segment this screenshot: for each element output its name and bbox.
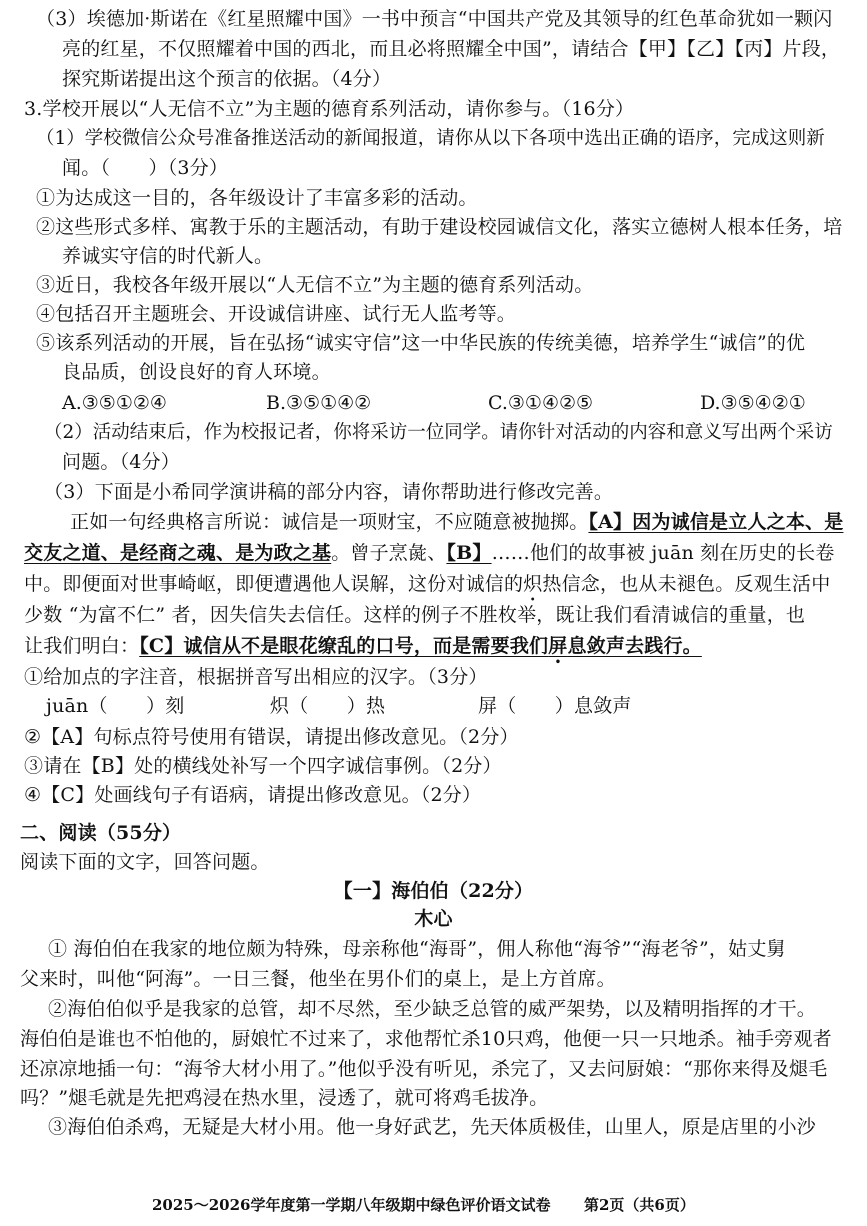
sub-question-2: ②【A】句标点符号使用有错误，请提出修改意见。（2分） — [24, 726, 519, 748]
paragraph-2-line-2: 海伯伯是谁也不怕他的，厨娘忙不过来了，求他帮忙杀10只鸡，他便一只一只地杀。袖手旁观者 — [20, 1028, 832, 1050]
sentence-4: ④包括召开主题班会、开设诚信讲座、试行无人监考等。 — [36, 303, 517, 325]
option-d: D.③⑤④②① — [700, 392, 806, 414]
sentence-5-line-1: ⑤该系列活动的开展，旨在弘扬“诚实守信”这一中华民族的传统美德，培养学生“诚信”的优 — [36, 332, 806, 354]
dotted-char-bing: 屏 — [548, 635, 568, 657]
speech-text: 让我们明白： — [24, 635, 140, 657]
speech-line-4: 少数 “为富不仁” 者，因失信失去信任。这样的例子不胜枚举，既让我们看清诚信的重量，也 — [24, 604, 806, 626]
sentence-3: ③近日，我校各年级开展以“人无信不立”为主题的德育系列活动。 — [36, 274, 594, 296]
sentence-a-underlined-cont: 交友之道、是经商之魂、是为政之基 — [24, 542, 332, 564]
question-3-1-line-2: 闻。（ ）（3分） — [62, 157, 229, 179]
question-3-1-line-1: （1）学校微信公众号准备推送活动的新闻报道，请你从以下各项中选出正确的语序，完成这则新 — [36, 128, 825, 149]
article-title: 【一】海伯伯（22分） — [333, 880, 534, 902]
section-2-title: 二、阅读（55分） — [20, 822, 182, 844]
paragraph-3-line-1: ③海伯伯杀鸡，无疑是大材小用。他一身好武艺，先天体质极佳，山里人，原是店里的小沙 — [48, 1116, 817, 1138]
speech-text: 正如一句经典格言所说：诚信是一项财宝，不应随意被抛掷。 — [70, 511, 589, 533]
paragraph-2-line-4: 吗？”煺毛就是先把鸡浸在热水里，浸透了，就可将鸡毛拔净。 — [20, 1087, 549, 1109]
question-3-2-line-2: 问题。（4分） — [62, 451, 180, 473]
speech-line-2 — [24, 540, 835, 566]
fill-chi: 炽（ ）热 — [270, 695, 386, 717]
article-author: 木心 — [414, 908, 453, 930]
question-3-title: 3.学校开展以“人无信不立”为主题的德育系列活动，请你参与。（16分） — [24, 98, 635, 120]
paragraph-1-line-2: 父来时，叫他“阿海”。一日三餐，他坐在男仆们的桌上，是上方首席。 — [20, 968, 616, 990]
paragraph-1-line-1: ① 海伯伯在我家的地位颇为特殊，母亲称他“海哥”，佣人称他“海爷”“海老爷”，姑丈舅 — [48, 938, 786, 960]
sentence-c-underlined: 【C】诚信从不是眼花缭乱的口号，而是需要我们 — [139, 635, 549, 657]
question-3-2-line-1: （2）活动结束后，作为校报记者，你将采访一位同学。请你针对活动的内容和意义写出两个采访 — [44, 422, 833, 443]
sentence-c-underlined-end: 息敛声去践行。 — [567, 635, 702, 657]
footer-page-number: 第2页（共6页） — [584, 1196, 695, 1214]
sentence-1: ①为达成这一目的，各年级设计了丰富多彩的活动。 — [36, 187, 478, 209]
sentence-2-line-1: ②这些形式多样、寓教于乐的主题活动，有助于建设校园诚信文化，落实立德树人根本任务，培 — [36, 216, 843, 238]
option-c: C.③①④②⑤ — [488, 392, 594, 414]
speech-text: 中。即便面对世事崎岖，即便遭遇他人误解，这份对诚信的 — [24, 573, 524, 595]
speech-text: 。曾子烹彘、 — [331, 542, 447, 564]
sentence-a-underlined: 【A】因为诚信是立人之本、是 — [588, 511, 844, 533]
question-2-3-line-2: 亮的红星，不仅照耀着中国的西北，而且必将照耀全中国”，请结合【甲】【乙】【丙】片段， — [62, 38, 841, 60]
speech-line-1 — [70, 509, 843, 535]
option-b: B.③⑤①④② — [266, 392, 372, 414]
sub-question-4: ④【C】处画线句子有语病，请提出修改意见。（2分） — [24, 784, 482, 806]
question-3-3-line-1: （3）下面是小希同学演讲稿的部分内容，请你帮助进行修改完善。 — [44, 481, 614, 503]
sub-question-3: ③请在【B】处的横线处补写一个四字诚信事例。（2分） — [24, 755, 502, 777]
question-2-3-line-3: 探究斯诺提出这个预言的依据。（4分） — [62, 68, 392, 90]
paragraph-2-line-3: 还凉凉地插一句：“海爷大材小用了。”他似乎没有听见，杀完了，又去问厨娘：“那你来得及煺毛 — [20, 1058, 828, 1080]
sentence-2-line-2: 养诚实守信的时代新人。 — [62, 245, 274, 267]
option-a: A.③⑤①②④ — [62, 392, 167, 414]
footer-exam-name: 2025～2026学年度第一学期八年级期中绿色评价语文试卷 — [152, 1196, 551, 1214]
fill-juan: juān（ ）刻 — [46, 695, 185, 717]
speech-line-3 — [24, 571, 830, 606]
speech-text: 热信念，也从未褪色。反观生活中 — [542, 573, 831, 595]
sub-question-1: ①给加点的字注音，根据拼音写出相应的汉字。（3分） — [24, 666, 488, 688]
dotted-char-chi: 炽 — [523, 573, 543, 595]
reading-intro: 阅读下面的文字，回答问题。 — [20, 851, 270, 873]
question-2-3-line-1: （3）埃德加·斯诺在《红星照耀中国》一书中预言“中国共产党及其领导的红色革命犹如一颗闪 — [36, 8, 833, 30]
fill-bing: 屏（ ）息敛声 — [478, 695, 632, 717]
sentence-5-line-2: 良品质，创设良好的育人环境。 — [62, 361, 331, 383]
speech-text: ……他们的故事被 juān 刻在历史的长卷 — [491, 542, 835, 564]
speech-line-5 — [24, 633, 702, 668]
paragraph-2-line-1: ②海伯伯似乎是我家的总管，却不尽然，至少缺乏总管的威严架势，以及精明指挥的才干。 — [48, 998, 817, 1020]
blank-b: 【B】 — [446, 542, 492, 564]
